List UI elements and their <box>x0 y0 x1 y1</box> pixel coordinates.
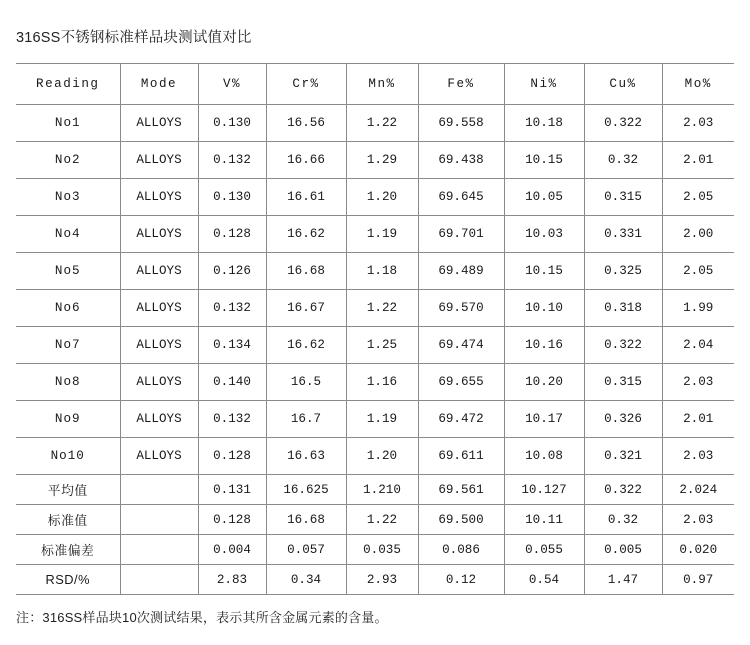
cell-cr: 16.62 <box>266 327 346 364</box>
cell-cr: 16.66 <box>266 142 346 179</box>
cell-mn: 1.18 <box>346 253 418 290</box>
table-note: 注：316SS样品块10次测试结果，表示其所含金属元素的含量。 <box>16 610 388 625</box>
cell-mode: ALLOYS <box>120 327 198 364</box>
cell-cu: 0.325 <box>584 253 662 290</box>
cell-cu: 0.331 <box>584 216 662 253</box>
cell-v: 0.128 <box>198 505 266 535</box>
cell-reading: No6 <box>16 290 120 327</box>
cell-mo: 2.04 <box>662 327 734 364</box>
cell-label: RSD/% <box>16 565 120 595</box>
cell-mode <box>120 505 198 535</box>
cell-mn: 1.210 <box>346 475 418 505</box>
cell-v: 0.131 <box>198 475 266 505</box>
cell-ni: 10.15 <box>504 253 584 290</box>
cell-v: 0.132 <box>198 290 266 327</box>
cell-mn: 1.22 <box>346 290 418 327</box>
cell-reading: No7 <box>16 327 120 364</box>
cell-reading: No10 <box>16 438 120 475</box>
cell-mo: 2.03 <box>662 505 734 535</box>
table-row <box>16 401 734 438</box>
cell-v: 0.132 <box>198 142 266 179</box>
table-row <box>16 179 734 216</box>
cell-mn: 1.20 <box>346 179 418 216</box>
cell-mn: 2.93 <box>346 565 418 595</box>
cell-ni: 10.20 <box>504 364 584 401</box>
cell-v: 0.134 <box>198 327 266 364</box>
cell-mn: 1.16 <box>346 364 418 401</box>
table-header <box>16 64 734 105</box>
cell-mo: 2.00 <box>662 216 734 253</box>
cell-mode: ALLOYS <box>120 438 198 475</box>
cell-mo: 2.024 <box>662 475 734 505</box>
cell-v: 0.140 <box>198 364 266 401</box>
cell-fe: 69.655 <box>418 364 504 401</box>
cell-v: 0.130 <box>198 105 266 142</box>
cell-reading: No9 <box>16 401 120 438</box>
cell-mn: 1.20 <box>346 438 418 475</box>
cell-cr: 0.34 <box>266 565 346 595</box>
summary-row-rsd <box>16 565 734 595</box>
cell-mode: ALLOYS <box>120 179 198 216</box>
cell-label: 标准偏差 <box>16 535 120 565</box>
cell-ni: 10.08 <box>504 438 584 475</box>
cell-reading: No3 <box>16 179 120 216</box>
cell-mode <box>120 475 198 505</box>
cell-cu: 0.322 <box>584 105 662 142</box>
cell-cu: 0.32 <box>584 142 662 179</box>
column-header-ni: Ni% <box>504 64 584 105</box>
cell-cu: 0.322 <box>584 327 662 364</box>
cell-fe: 69.611 <box>418 438 504 475</box>
cell-v: 0.132 <box>198 401 266 438</box>
cell-fe: 69.438 <box>418 142 504 179</box>
cell-mode: ALLOYS <box>120 401 198 438</box>
cell-v: 0.128 <box>198 438 266 475</box>
cell-mo: 2.05 <box>662 179 734 216</box>
cell-mode: ALLOYS <box>120 216 198 253</box>
cell-mn: 1.19 <box>346 216 418 253</box>
cell-cr: 16.625 <box>266 475 346 505</box>
cell-reading: No5 <box>16 253 120 290</box>
cell-cu: 0.315 <box>584 179 662 216</box>
cell-mn: 1.22 <box>346 105 418 142</box>
column-header-mode: Mode <box>120 64 198 105</box>
cell-reading: No1 <box>16 105 120 142</box>
cell-v: 0.004 <box>198 535 266 565</box>
cell-cr: 16.68 <box>266 505 346 535</box>
cell-ni: 10.10 <box>504 290 584 327</box>
cell-v: 0.128 <box>198 216 266 253</box>
summary-row-average <box>16 475 734 505</box>
cell-v: 0.130 <box>198 179 266 216</box>
table-row <box>16 327 734 364</box>
measurement-table <box>16 63 734 595</box>
cell-v: 0.126 <box>198 253 266 290</box>
cell-cr: 0.057 <box>266 535 346 565</box>
column-header-mo: Mo% <box>662 64 734 105</box>
cell-mode: ALLOYS <box>120 290 198 327</box>
cell-fe: 69.474 <box>418 327 504 364</box>
column-header-fe: Fe% <box>418 64 504 105</box>
cell-fe: 69.558 <box>418 105 504 142</box>
cell-fe: 69.561 <box>418 475 504 505</box>
page-title: 316SS不锈钢标准样品块测试值对比 <box>16 30 252 46</box>
cell-ni: 10.05 <box>504 179 584 216</box>
column-header-cr: Cr% <box>266 64 346 105</box>
cell-mode <box>120 565 198 595</box>
cell-cr: 16.62 <box>266 216 346 253</box>
cell-mo: 2.01 <box>662 401 734 438</box>
cell-cr: 16.63 <box>266 438 346 475</box>
cell-cr: 16.68 <box>266 253 346 290</box>
cell-mo: 2.01 <box>662 142 734 179</box>
cell-fe: 69.701 <box>418 216 504 253</box>
cell-ni: 10.18 <box>504 105 584 142</box>
cell-mn: 1.19 <box>346 401 418 438</box>
cell-mn: 1.22 <box>346 505 418 535</box>
cell-ni: 10.16 <box>504 327 584 364</box>
summary-row-standard-deviation <box>16 535 734 565</box>
summary-row-standard-value <box>16 505 734 535</box>
cell-mo: 0.97 <box>662 565 734 595</box>
cell-mode: ALLOYS <box>120 364 198 401</box>
cell-cr: 16.56 <box>266 105 346 142</box>
cell-cu: 0.322 <box>584 475 662 505</box>
cell-label: 平均值 <box>16 475 120 505</box>
cell-fe: 0.086 <box>418 535 504 565</box>
cell-cu: 0.315 <box>584 364 662 401</box>
cell-mode: ALLOYS <box>120 253 198 290</box>
cell-reading: No2 <box>16 142 120 179</box>
cell-mo: 1.99 <box>662 290 734 327</box>
cell-label: 标准值 <box>16 505 120 535</box>
table-body <box>16 105 734 595</box>
cell-fe: 69.489 <box>418 253 504 290</box>
table-row <box>16 216 734 253</box>
cell-mo: 0.020 <box>662 535 734 565</box>
cell-ni: 10.03 <box>504 216 584 253</box>
table-header-row <box>16 64 734 105</box>
column-header-mn: Mn% <box>346 64 418 105</box>
cell-cr: 16.5 <box>266 364 346 401</box>
cell-cu: 0.005 <box>584 535 662 565</box>
cell-ni: 10.127 <box>504 475 584 505</box>
cell-v: 2.83 <box>198 565 266 595</box>
cell-cu: 0.318 <box>584 290 662 327</box>
column-header-cu: Cu% <box>584 64 662 105</box>
cell-mode: ALLOYS <box>120 142 198 179</box>
cell-reading: No8 <box>16 364 120 401</box>
cell-mo: 2.05 <box>662 253 734 290</box>
table-row <box>16 290 734 327</box>
cell-ni: 0.54 <box>504 565 584 595</box>
cell-fe: 69.472 <box>418 401 504 438</box>
cell-mo: 2.03 <box>662 105 734 142</box>
column-header-v: V% <box>198 64 266 105</box>
cell-reading: No4 <box>16 216 120 253</box>
cell-mn: 1.29 <box>346 142 418 179</box>
cell-fe: 69.645 <box>418 179 504 216</box>
cell-ni: 10.11 <box>504 505 584 535</box>
cell-mo: 2.03 <box>662 364 734 401</box>
column-header-reading: Reading <box>16 64 120 105</box>
cell-mo: 2.03 <box>662 438 734 475</box>
cell-cu: 0.321 <box>584 438 662 475</box>
table-row <box>16 364 734 401</box>
table-row <box>16 105 734 142</box>
cell-cr: 16.7 <box>266 401 346 438</box>
table-row <box>16 438 734 475</box>
cell-cr: 16.61 <box>266 179 346 216</box>
cell-mode <box>120 535 198 565</box>
cell-fe: 69.500 <box>418 505 504 535</box>
cell-cu: 1.47 <box>584 565 662 595</box>
cell-mn: 1.25 <box>346 327 418 364</box>
cell-cu: 0.326 <box>584 401 662 438</box>
cell-mn: 0.035 <box>346 535 418 565</box>
cell-fe: 0.12 <box>418 565 504 595</box>
cell-ni: 0.055 <box>504 535 584 565</box>
cell-ni: 10.17 <box>504 401 584 438</box>
cell-fe: 69.570 <box>418 290 504 327</box>
table-row <box>16 253 734 290</box>
cell-cr: 16.67 <box>266 290 346 327</box>
measurement-table-container <box>16 63 734 595</box>
cell-cu: 0.32 <box>584 505 662 535</box>
table-row <box>16 142 734 179</box>
cell-mode: ALLOYS <box>120 105 198 142</box>
cell-ni: 10.15 <box>504 142 584 179</box>
